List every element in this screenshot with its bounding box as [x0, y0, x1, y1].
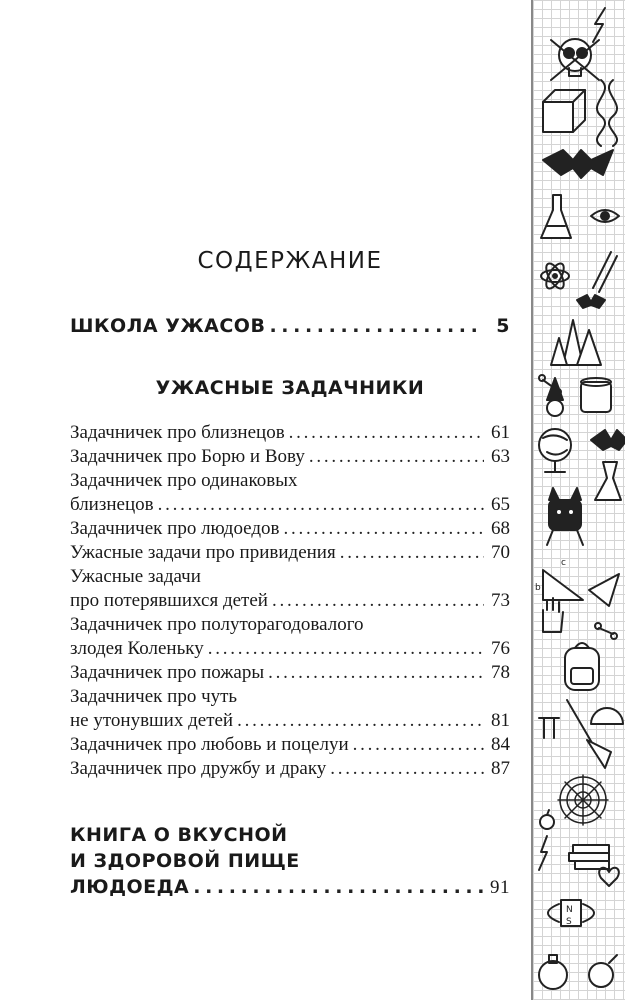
contents-heading: СОДЕРЖАНИЕ: [197, 248, 383, 274]
ruler-icon: [589, 574, 619, 606]
svg-text:S: S: [566, 917, 572, 927]
entry-page: 91: [490, 877, 510, 898]
globe-icon: [539, 429, 571, 472]
books-icon: [569, 845, 609, 869]
backpack-icon: [565, 643, 599, 690]
toc-entry[interactable]: [70, 636, 510, 662]
entry-page: 84: [491, 734, 510, 755]
entry-title: Ужасные задачи про привидения: [70, 542, 336, 563]
entry-title: близнецов: [70, 494, 154, 515]
book-title-line: КНИГА О ВКУСНОЙ: [70, 824, 288, 846]
svg-text:b: b: [535, 583, 541, 593]
toc-entry[interactable]: [70, 660, 510, 686]
dot-leader: [353, 732, 484, 758]
section-title: УЖАСНЫЕ ЗАДАЧНИКИ: [155, 377, 425, 399]
dot-leader: [289, 420, 484, 446]
book-title-line: И ЗДОРОВОЙ ПИЩЕ: [70, 850, 300, 872]
entry-page: 81: [491, 710, 510, 731]
entry-title: Задачничек про близнецов: [70, 422, 285, 443]
dna-icon: [597, 80, 617, 146]
entry-page: 65: [491, 494, 510, 515]
dot-leader: [330, 756, 484, 782]
entry-title: ЛЮДОЕДА: [70, 876, 190, 898]
bomb-icon: [589, 955, 617, 987]
entry-page: 5: [496, 315, 510, 337]
protractor-icon: [591, 708, 623, 724]
magnet-icon: [548, 900, 594, 927]
spiderweb-icon: [558, 775, 608, 825]
toc-entry[interactable]: [70, 732, 510, 758]
svg-text:c: c: [561, 558, 566, 568]
bat-icon: [543, 150, 613, 178]
dot-leader: [340, 540, 484, 566]
entry-title-line: Ужасные задачи: [70, 566, 201, 587]
doodle-strip: [531, 0, 625, 1000]
bone-icon: [595, 623, 617, 639]
entry-title: ШКОЛА УЖАСОВ: [70, 315, 266, 337]
dot-leader: [208, 636, 484, 662]
entry-page: 68: [491, 518, 510, 539]
devil-cat-icon: [547, 488, 583, 545]
jar-icon: [581, 378, 611, 412]
atom-icon: [541, 261, 569, 291]
toc-entry[interactable]: [70, 708, 510, 734]
lightning-icon: [593, 8, 605, 42]
triangle-icon: [535, 558, 583, 600]
toc-entry[interactable]: [70, 444, 510, 470]
dot-leader: [158, 492, 484, 518]
entry-title-line: Задачничек про одинаковых: [70, 470, 298, 491]
dot-leader: [237, 708, 484, 734]
toc-entry[interactable]: [70, 492, 510, 518]
bat-icon: [591, 430, 625, 450]
apple-icon: [540, 810, 554, 829]
flask-icon: [541, 195, 571, 238]
lightning-icon: [539, 836, 547, 870]
dot-leader: [269, 313, 484, 339]
toc-entry[interactable]: [70, 588, 510, 614]
pi-icon: [539, 718, 559, 738]
entry-title: Задачничек про дружбу и драку: [70, 758, 327, 779]
svg-text:N: N: [566, 905, 573, 915]
entry-page: 63: [491, 446, 510, 467]
pen-icon: [593, 252, 617, 292]
entry-page: 61: [491, 422, 510, 443]
toc-entry[interactable]: [70, 516, 510, 542]
bat-icon: [577, 295, 605, 308]
entry-page: 73: [491, 590, 510, 611]
glove-icon: [543, 598, 563, 632]
skull-icon: [551, 39, 599, 80]
entry-title-line: Задачничек про полуторагодовалого: [70, 614, 364, 635]
cube-icon: [543, 90, 585, 132]
entry-title-line: Задачничек про чуть: [70, 686, 238, 707]
entry-title: про потерявшихся детей: [70, 590, 268, 611]
flask-icon: [595, 462, 621, 500]
dot-leader: [268, 660, 484, 686]
dot-leader: [193, 874, 484, 900]
entry-page: 78: [491, 662, 510, 683]
dot-leader: [284, 516, 484, 542]
entry-page: 87: [491, 758, 510, 779]
potion-icon: [539, 955, 567, 989]
toc-entry-school[interactable]: [70, 313, 510, 339]
entry-title: не утонувших детей: [70, 710, 234, 731]
entry-title: Задачничек про любовь и поцелуи: [70, 734, 349, 755]
toc-entry[interactable]: [70, 420, 510, 446]
entry-title: Задачничек про Борю и Вову: [70, 446, 305, 467]
heart-icon: [599, 868, 619, 886]
dot-leader: [309, 444, 484, 470]
entry-title: Задачничек про пожары: [70, 662, 265, 683]
entry-page: 70: [491, 542, 510, 563]
eye-icon: [591, 210, 619, 222]
dot-leader: [272, 588, 484, 614]
entry-title: злодея Коленьку: [70, 638, 204, 659]
entry-title: Задачничек про людоедов: [70, 518, 280, 539]
crystals-icon: [551, 320, 601, 365]
toc-entry[interactable]: [70, 756, 510, 782]
toc-entry-book[interactable]: [70, 874, 510, 900]
entry-page: 76: [491, 638, 510, 659]
toc-entry[interactable]: [70, 540, 510, 566]
